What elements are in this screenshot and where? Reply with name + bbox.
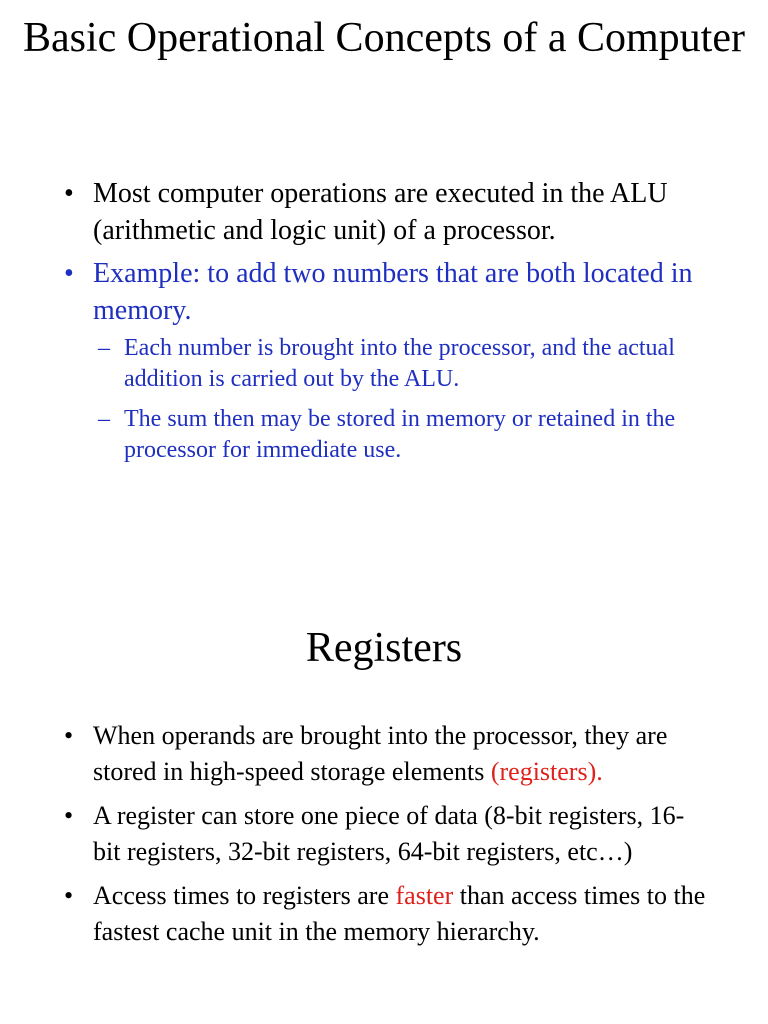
sub-bullet-sum-stored: [92, 404, 708, 466]
bullet-marker: •: [64, 258, 74, 289]
bullet-list: [0, 175, 768, 475]
bullet-text: A register can store one piece of data (8-bit registers, 16-bit registers, 32-bit registers, 64-bit registers, etc…): [93, 801, 685, 866]
bullet-list: [0, 718, 768, 958]
bullet-alu-operations: [0, 175, 768, 249]
bullet-register-capacity: [0, 798, 768, 870]
sub-bullet-marker: –: [98, 335, 110, 361]
bullet-marker: •: [64, 178, 74, 209]
bullet-marker: •: [64, 801, 74, 830]
slide-title: Basic Operational Concepts of a Computer: [23, 15, 745, 61]
sub-bullet-text: The sum then may be stored in memory or retained in the processor for immediate use.: [124, 406, 676, 463]
bullet-text: Example: to add two numbers that are both located in memory.: [93, 258, 693, 326]
bullet-access-times: [0, 878, 768, 950]
slide-registers: [0, 540, 768, 1024]
sub-bullet-list: [93, 333, 708, 466]
sub-bullet-number-brought: [92, 333, 708, 395]
faster-highlight: faster: [395, 881, 454, 910]
bullet-text: When operands are brought into the processor, they are stored in high-speed storage elements: [93, 721, 668, 786]
bullet-marker: •: [64, 721, 74, 750]
bullet-operands: [0, 718, 768, 790]
bullet-text-after: than access times to the fastest cache unit in the memory hierarchy.: [93, 881, 706, 946]
sub-bullet-marker: –: [98, 406, 110, 432]
bullet-text-before: Access times to registers are: [93, 881, 390, 910]
slide-title: Registers: [305, 625, 463, 671]
bullet-marker: •: [64, 881, 74, 910]
sub-bullet-text: Each number is brought into the processor, and the actual addition is carried out by the ALU.: [124, 335, 675, 392]
bullet-example: [0, 255, 768, 466]
bullet-text: Most computer operations are executed in the ALU (arithmetic and logic unit) of a processor.: [93, 178, 668, 246]
registers-highlight: (registers).: [490, 757, 603, 786]
